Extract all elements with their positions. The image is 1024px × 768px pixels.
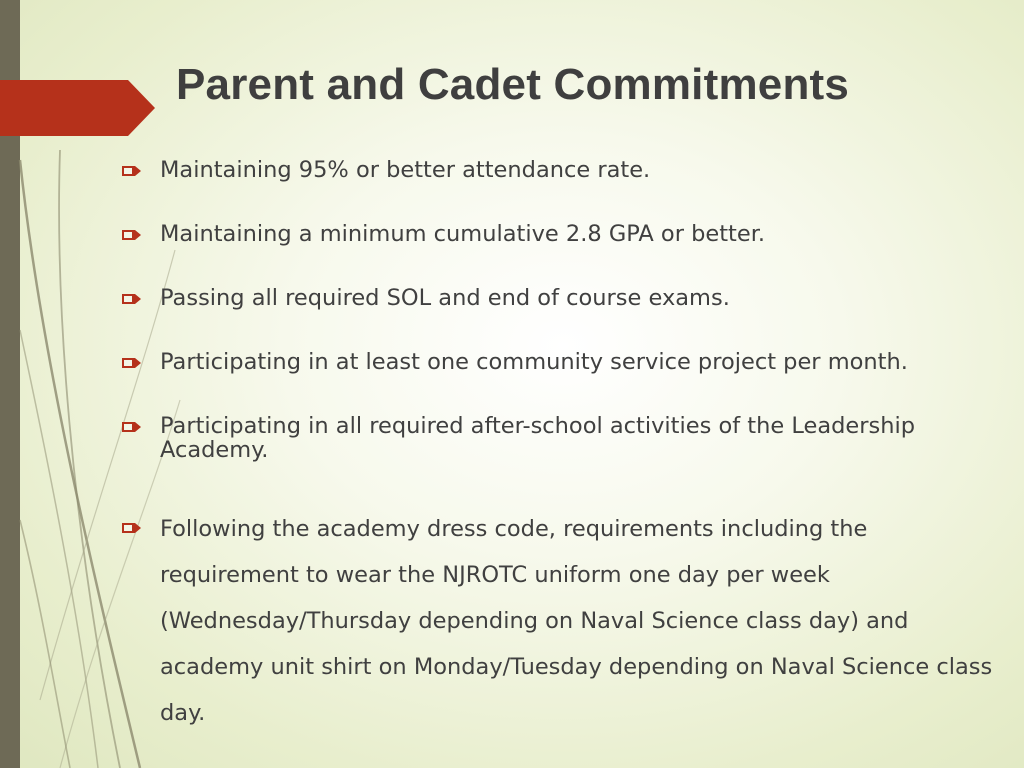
- bullet-text: Participating in at least one community service project per month.: [160, 349, 908, 375]
- pencil-bullet-icon: [122, 164, 142, 178]
- title-arrow-banner: [0, 80, 155, 136]
- pencil-bullet-icon: [122, 228, 142, 242]
- bullet-text: Maintaining 95% or better attendance rate.: [160, 157, 651, 183]
- bullet-text: Maintaining a minimum cumulative 2.8 GPA or better.: [160, 221, 766, 247]
- pencil-bullet-icon: [122, 356, 142, 370]
- list-item: [122, 350, 1002, 374]
- list-item: [122, 286, 1002, 310]
- list-item: [122, 414, 1002, 462]
- list-item: [122, 222, 1002, 246]
- page-title: Parent and Cadet Commitments: [176, 60, 850, 109]
- list-item: [122, 506, 1002, 736]
- bullet-text: Passing all required SOL and end of course exams.: [160, 285, 730, 311]
- bullet-text: Participating in all required after-school activities of the Leadership Academy.: [160, 413, 916, 463]
- list-item: [122, 158, 1002, 182]
- pencil-bullet-icon: [122, 292, 142, 306]
- bullet-text: Following the academy dress code, requirements including the requirement to wear the NJROTC uniform one day per week (Wednesday/Thursday depending on Naval Science class day) and academy unit shirt on Monday/Tuesday depending on Naval Science class day.: [160, 516, 993, 726]
- pencil-bullet-icon: [122, 521, 142, 535]
- pencil-bullet-icon: [122, 420, 142, 434]
